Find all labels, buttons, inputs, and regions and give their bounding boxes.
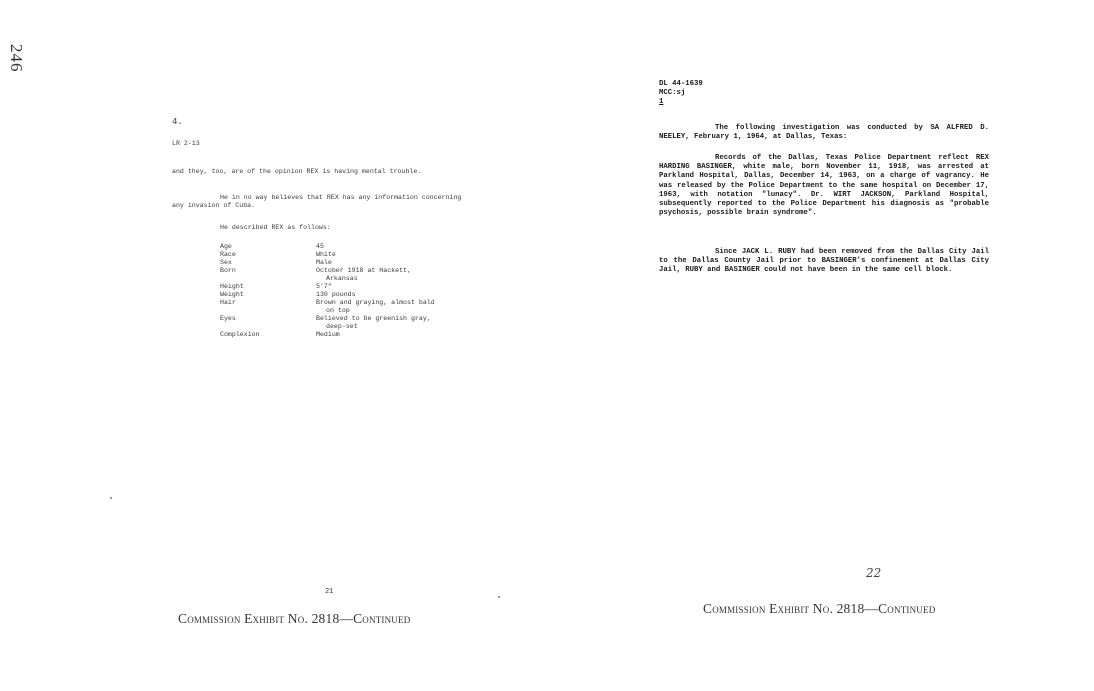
description-row [220, 259, 466, 267]
description-value [316, 243, 466, 251]
right-paragraph-2: Records of the Dallas, Texas Police Department reflect REX HARDING BASINGER, white male, born November 11, 1918, was arrested at Parkland Hospital, Dallas, December 14, 1963, on a charge of vagrancy. He was released by the Police Department to the same hospital on December 17, 1963, with notation "lunacy". Dr. WIRT JACKSON, Parkland Hospital, subsequently reported to the Police Department his diagnosis as "probable psychosis, possible brain syndrome". [659, 154, 989, 218]
description-value-text: Medium [316, 331, 340, 338]
description-row [220, 267, 466, 283]
description-label: Sex [220, 259, 232, 266]
right-page [659, 80, 989, 275]
description-row [220, 243, 466, 251]
description-value [316, 259, 466, 267]
description-value-text: 5'7" [316, 283, 332, 290]
description-value-text: 130 pounds [316, 291, 356, 298]
description-value-text: Brown and graying, almost bald [316, 299, 435, 306]
description-value-text: Male [316, 259, 332, 266]
scan-speck [498, 596, 500, 598]
description-label: Weight [220, 291, 244, 298]
description-value-text: White [316, 251, 336, 258]
description-row [220, 331, 466, 339]
description-value [316, 283, 466, 291]
description-value-text: Believed to be greenish gray, [316, 315, 431, 322]
description-value [316, 291, 466, 299]
left-paragraph-3: He described REX as follows: [220, 224, 331, 231]
right-page-marker: 1 [659, 98, 664, 107]
right-initials: MCC:sj [659, 89, 686, 98]
right-paragraph-1: The following investigation was conducted by SA ALFRED D. NEELEY, February 1, 1964, at Dallas, Texas: [659, 124, 989, 142]
description-value-continuation: Arkansas [326, 275, 358, 282]
right-caption: Commission Exhibit No. 2818—Continued [703, 601, 936, 616]
left-paragraph-1: and they, too, are of the opinion REX is having mental trouble. [172, 168, 422, 175]
margin-page-number: 246 [7, 44, 26, 73]
description-row [220, 291, 466, 299]
description-row [220, 251, 466, 259]
right-file-number: DL 44-1639 [659, 80, 703, 88]
description-label: Hair [220, 299, 236, 306]
description-value [316, 315, 466, 331]
description-label: Eyes [220, 315, 236, 322]
description-label: Age [220, 243, 232, 250]
description-value-continuation: deep-set [326, 323, 358, 330]
description-table [220, 243, 466, 339]
right-paragraph-3: Since JACK L. RUBY had been removed from the Dallas City Jail to the Dallas County Jail prior to BASINGER's confinement at Dallas City Jail, RUBY and BASINGER could not have been in the same cell block. [659, 248, 989, 275]
description-row [220, 299, 466, 315]
scan-speck [110, 497, 112, 499]
left-caption: Commission Exhibit No. 2818—Continued [178, 611, 411, 626]
description-label: Born [220, 267, 236, 274]
description-row [220, 283, 466, 291]
description-value [316, 331, 466, 339]
left-paragraph-2: He in no way believes that REX has any information concerning any invasion of Cuba. [172, 194, 462, 209]
description-value-text: 45 [316, 243, 324, 250]
left-file-number: LR 2-13 [172, 140, 200, 147]
description-value-continuation: on top [326, 307, 350, 314]
description-label: Complexion [220, 331, 260, 338]
right-header [659, 80, 989, 108]
description-label: Race [220, 251, 236, 258]
description-row [220, 315, 466, 331]
description-value [316, 267, 466, 283]
left-page-marker: 4. [172, 117, 183, 127]
description-value [316, 299, 466, 315]
description-value [316, 251, 466, 259]
left-footer-number: 21 [325, 588, 334, 596]
right-footer-number: 22 [866, 566, 882, 580]
description-label: Height [220, 283, 244, 290]
description-value-text: October 1918 at Hackett, [316, 267, 411, 274]
